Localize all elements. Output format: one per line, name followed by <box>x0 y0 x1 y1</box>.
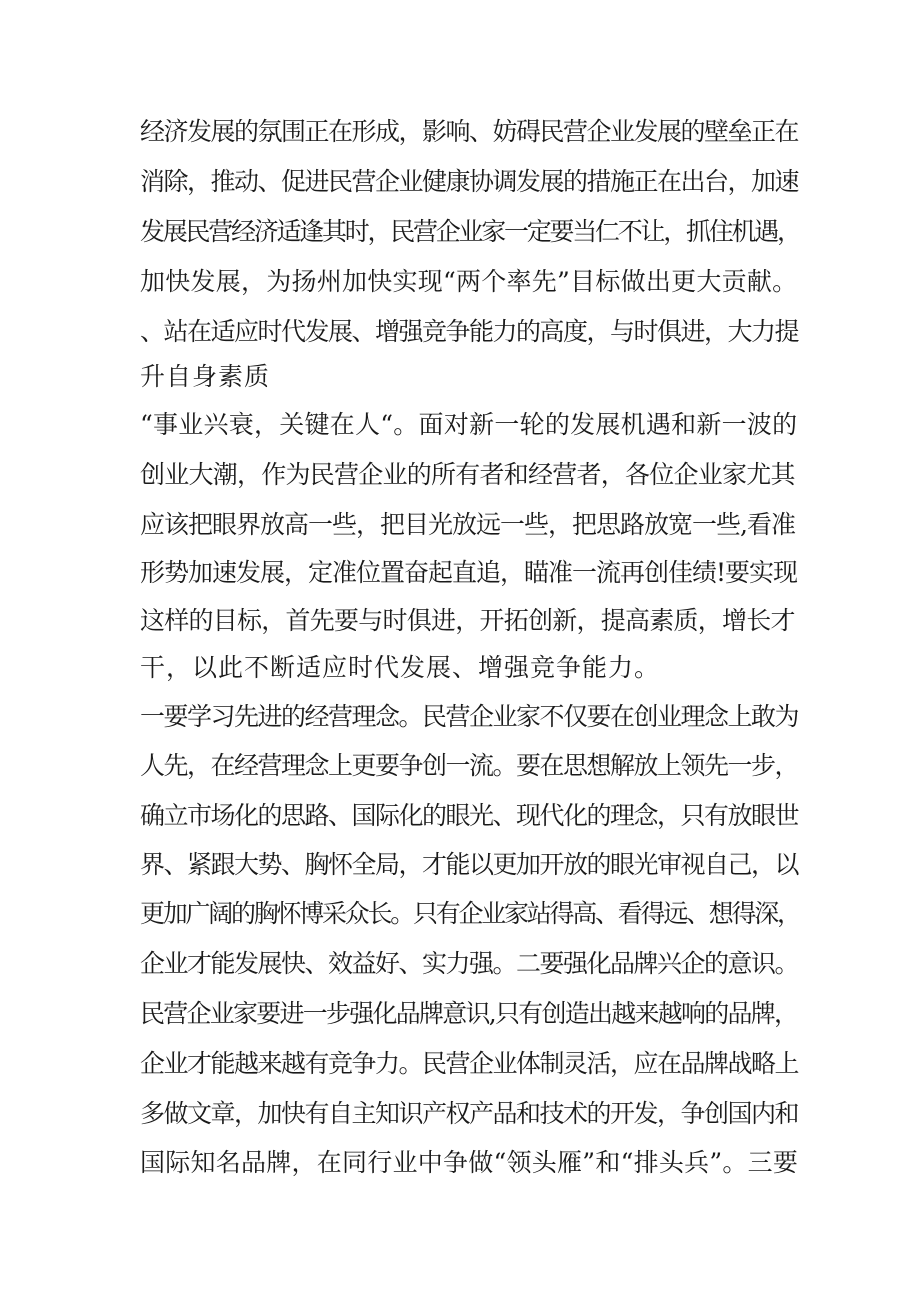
text-line: 经济发展的氛围正在形成，影响、妨碍民营企业发展的壁垒正在 <box>140 117 799 146</box>
text-line: 发展民营经济适逢其时，民营企业家一定要当仁不让，抓住机遇， <box>140 217 800 246</box>
section-heading-line: 升自身素质 <box>140 362 271 391</box>
text-line: 形势加速发展，定准位置奋起直追，瞄准一流再创佳绩!要实现 <box>140 558 798 587</box>
text-line: 确立市场化的思路、国际化的眼光、现代化的理念，只有放眼世 <box>140 801 799 830</box>
text-line: 国际知名品牌，在同行业中争做“领头雁”和“排头兵”。三要 <box>140 1148 799 1177</box>
text-line: 界、紧跟大势、胸怀全局，才能以更加开放的眼光审视自己，以 <box>140 850 799 879</box>
text-line: 企业才能越来越有竞争力。民营企业体制灵活，应在品牌战略上 <box>140 1049 799 1078</box>
text-line: 这样的目标，首先要与时俱进，开拓创新，提高素质，增长才 <box>140 606 795 635</box>
text-line: 企业才能发展快、效益好、实力强。二要强化品牌兴企的意识。 <box>140 949 799 978</box>
text-line: 民营企业家要进一步强化品牌意识,只有创造出越来越响的品牌， <box>140 999 798 1028</box>
text-line: 创业大潮，作为民营企业的所有者和经营者，各位企业家尤其 <box>140 460 795 489</box>
section-heading-line: 、站在适应时代发展、增强竞争能力的高度，与时俱进，大力提 <box>140 317 799 346</box>
text-line: 应该把眼界放高一些，把目光放远一些，把思路放宽一些,看准 <box>140 510 795 539</box>
text-line: 消除，推动、促进民营企业健康协调发展的措施正在出台，加速 <box>140 167 799 196</box>
text-line: 干，以此不断适应时代发展、增强竞争能力。 <box>140 653 661 682</box>
text-line: 一要学习先进的经营理念。民营企业家不仅要在创业理念上敢为 <box>140 702 799 731</box>
text-line: “事业兴衰，关键在人“。面对新一轮的发展机遇和新一波的 <box>140 410 798 439</box>
text-line: 加快发展，为扬州加快实现“两个率先”目标做出更大贡献。 <box>140 267 798 296</box>
text-line: 人先，在经营理念上更要争创一流。要在思想解放上领先一步， <box>140 751 799 780</box>
text-line: 更加广阔的胸怀博采众长。只有企业家站得高、看得远、想得深， <box>140 899 800 928</box>
text-line: 多做文章，加快有自主知识产权产品和技术的开发，争创国内和 <box>140 1099 799 1128</box>
